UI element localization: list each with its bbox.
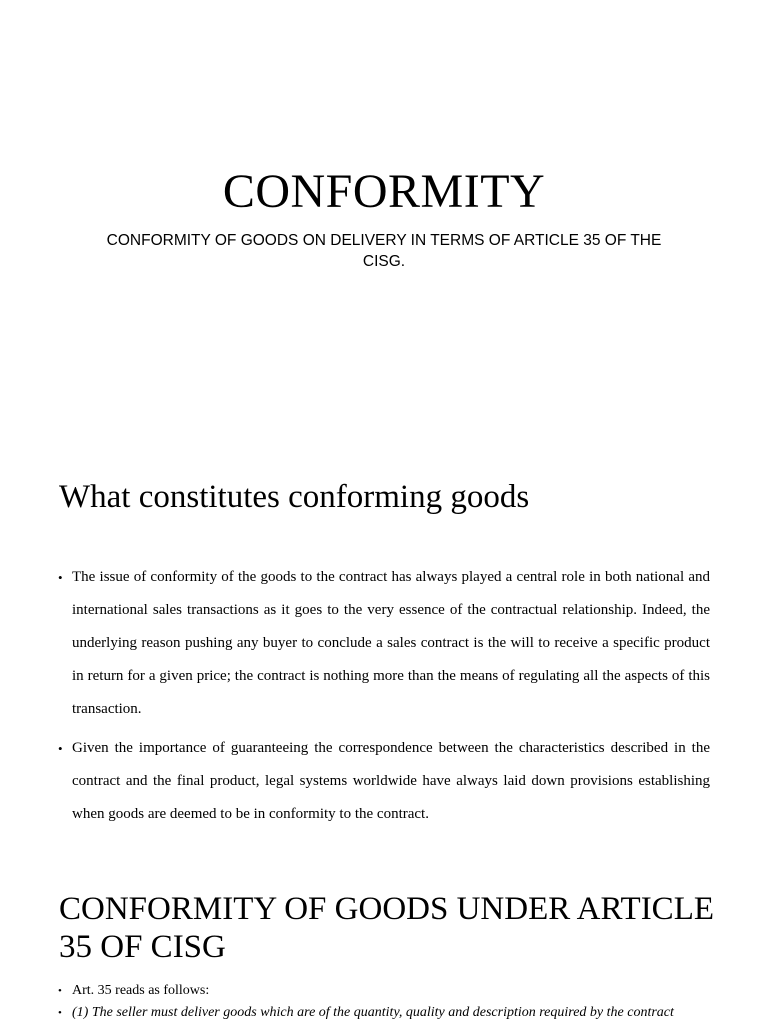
bullet-text-quote: (1) The seller must deliver goods which are of the quantity, quality and description required by the contract bbox=[72, 1005, 674, 1020]
bullet-item bbox=[58, 1002, 710, 1024]
bullet-icon: • bbox=[58, 741, 63, 756]
bullet-item bbox=[58, 980, 710, 1002]
slide-title: CONFORMITY bbox=[222, 165, 546, 218]
bullet-list bbox=[58, 980, 710, 1024]
title-slide bbox=[0, 0, 768, 440]
bullet-icon: • bbox=[58, 570, 63, 585]
bullet-item bbox=[58, 732, 710, 831]
content-slide-conforming-goods bbox=[0, 440, 768, 860]
bullet-text: The issue of conformity of the goods to the contract has always played a central role in both national and international sales transactions as it goes to the very essence of the contractual relationship. Indeed, the underlying reason pushing any buyer to conclude a sales contract is the will to receive a specific product in return for a given price; the contract is nothing more than the means of regulating all the aspects of this transaction. bbox=[72, 569, 710, 717]
slide-heading: What constitutes conforming goods bbox=[59, 479, 530, 515]
bullet-list bbox=[58, 561, 710, 837]
bullet-text: Art. 35 reads as follows: bbox=[72, 983, 210, 998]
bullet-icon: • bbox=[58, 1007, 62, 1019]
slide-subtitle: CONFORMITY OF GOODS ON DELIVERY IN TERMS OF ARTICLE 35 OF THE CISG. bbox=[106, 232, 662, 270]
content-slide-article-35 bbox=[0, 860, 768, 1024]
slide-heading: CONFORMITY OF GOODS UNDER ARTICLE 35 OF CISG bbox=[59, 891, 715, 965]
bullet-item bbox=[58, 561, 710, 726]
bullet-text: Given the importance of guaranteeing the correspondence between the characteristics described in the contract and the final product, legal systems worldwide have always laid down provisions establishing when goods are deemed to be in conformity to the contract. bbox=[72, 740, 710, 822]
bullet-icon: • bbox=[58, 985, 62, 997]
